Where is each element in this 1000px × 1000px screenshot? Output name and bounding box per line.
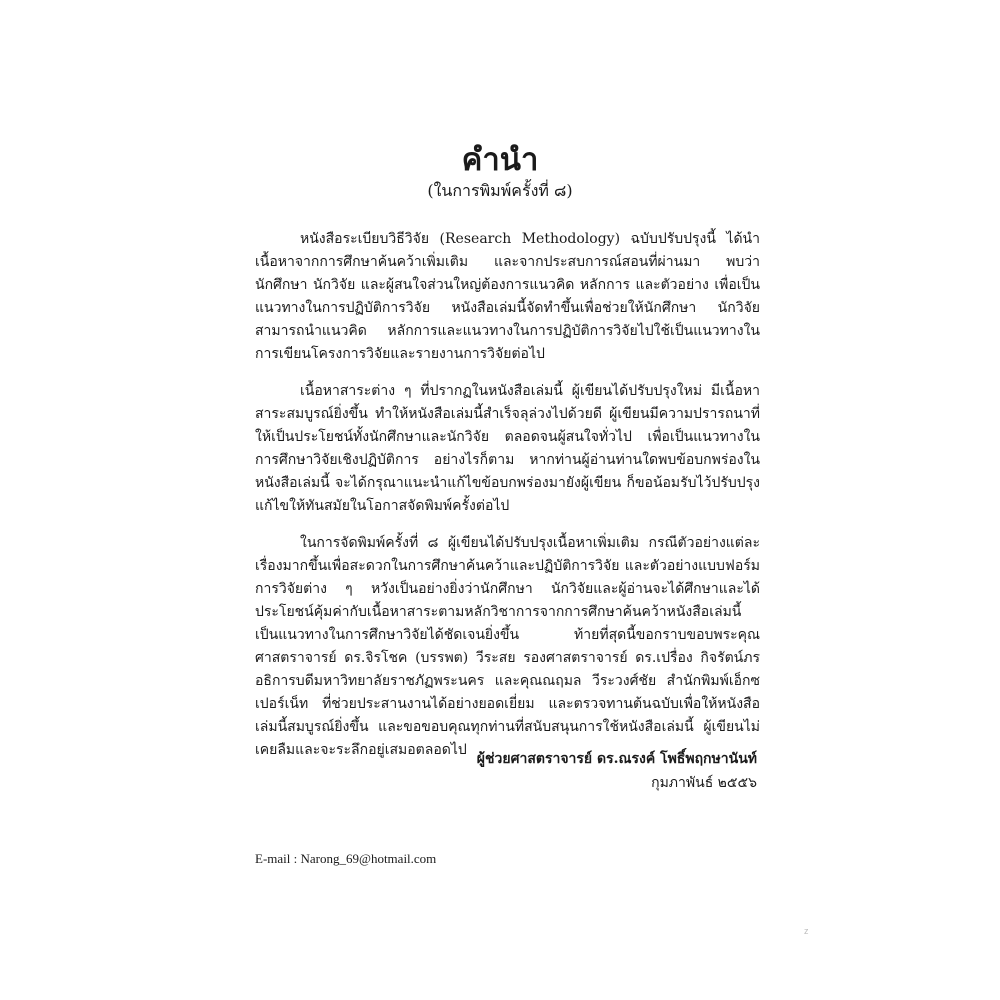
paragraph-2: เนื้อหาสาระต่าง ๆ ที่ปรากฏในหนังสือเล่มนี้ ผู้เขียนได้ปรับปรุงใหม่ มีเนื้อหาสาระสมบูรณ์ยิ่งขึ้น ทำให้หนังสือเล่มนี้สำเร็จลุล่วงไปด้วยดี ผู้เขียนมีความปรารถนาที่ให้เป็นประโยชน์ทั้งนักศึกษาและนักวิจัย ตลอดจนผู้สนใจทั่วไป เพื่อเป็นแนวทางในการศึกษาวิจัยเชิงปฏิบัติการ อย่างไรก็ตาม หากท่านผู้อ่านท่านใดพบข้อบกพร่องในหนังสือเล่มนี้ จะได้กรุณาแนะนำแก้ไขข้อบกพร่องมายังผู้เขียน ก็ขอน้อมรับไว้ปรับปรุงแก้ไขให้ทันสมัยในโอกาสจัดพิมพ์ครั้งต่อไป [255, 383, 760, 514]
author-email: E-mail : Narong_69@hotmail.com [255, 851, 437, 866]
paragraph-1: หนังสือระเบียบวิธีวิจัย (Research Methodology) ฉบับปรับปรุงนี้ ได้นำเนื้อหาจากการศึกษาค้นคว้าเพิ่มเติม และจากประสบการณ์สอนที่ผ่านมา พบว่านักศึกษา นักวิจัย และผู้สนใจส่วนใหญ่ต้องการแนวคิด หลักการ และตัวอย่าง เพื่อเป็นแนวทางในการปฏิบัติการวิจัย หนังสือเล่มนี้จัดทำขึ้นเพื่อช่วยให้นักศึกษา นักวิจัย สามารถนำแนวคิด หลักการและแนวทางในการปฏิบัติการวิจัยไปใช้เป็นแนวทางในการเขียนโครงการวิจัยและรายงานการวิจัยต่อไป [255, 231, 760, 362]
paragraph-3: ในการจัดพิมพ์ครั้งที่ ๘ ผู้เขียนได้ปรับปรุงเนื้อหาเพิ่มเติม กรณีตัวอย่างแต่ละเรื่องมากขึ้นเพื่อสะดวกในการศึกษาค้นคว้าและปฏิบัติการวิจัย และตัวอย่างแบบฟอร์มการวิจัยต่าง ๆ หวังเป็นอย่างยิ่งว่านักศึกษา นักวิจัยและผู้อ่านจะได้ศึกษาและได้ประโยชน์คุ้มค่ากับเนื้อหาสาระตามหลักวิชาการจากการศึกษาค้นคว้าหนังสือเล่มนี้ เป็นแนวทางในการศึกษาวิจัยได้ชัดเจนยิ่งขึ้น ท้ายที่สุดนี้ขอกราบขอบพระคุณ ศาสตราจารย์ ดร.จิรโชค (บรรพต) วีระสย รองศาสตราจารย์ ดร.เปรื่อง กิจรัตน์ภร อธิการบดีมหาวิทยาลัยราชภัฏพระนคร และคุณณฤมล วีระวงศ์ชัย สำนักพิมพ์เอ็กซเปอร์เน็ท ที่ช่วยประสานงานได้อย่างยอดเยี่ยม และตรวจทานต้นฉบับเพื่อให้หนังสือเล่มนี้สมบูรณ์ยิ่งขึ้น และขอขอบคุณทุกท่านที่สนับสนุนการใช้หนังสือเล่มนี้ ผู้เขียนไม่เคยลืมและจะระลึกอยู่เสมอตลอดไป [255, 535, 760, 758]
body-text [255, 228, 760, 776]
page-title: คำนำ [461, 142, 539, 178]
page-mark: z [804, 926, 809, 936]
signature-date: กุมภาพันธ์ ๒๕๕๖ [651, 775, 757, 791]
signature-name: ผู้ช่วยศาสตราจารย์ ดร.ณรงค์ โพธิ์พฤกษานันท์ [476, 751, 757, 767]
page-subtitle: (ในการพิมพ์ครั้งที่ ๘) [427, 181, 573, 200]
